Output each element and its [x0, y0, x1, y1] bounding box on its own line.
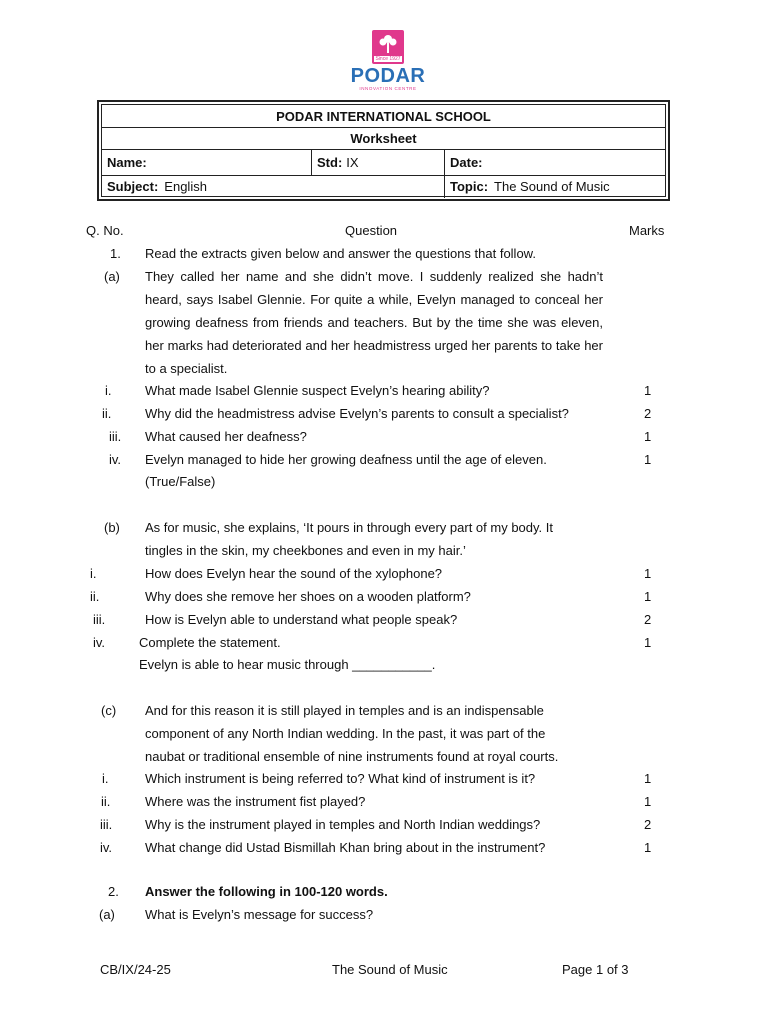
date-cell[interactable]: [444, 149, 665, 175]
q1c-ii-num: ii.: [101, 794, 111, 809]
q1b-i-text: How does Evelyn hear the sound of the xylophone?: [145, 566, 443, 581]
q1b-iv-text2: Evelyn is able to hear music through ___________.: [139, 657, 436, 672]
doc-type: Worksheet: [102, 127, 665, 150]
q1c-i-num: i.: [102, 771, 109, 786]
q1a-iv-text: Evelyn managed to hide her growing deafness until the age of eleven.: [145, 452, 547, 467]
q1b-ii-num: ii.: [90, 589, 100, 604]
header-table: [97, 100, 670, 201]
q1b-ii-marks: 1: [644, 589, 652, 604]
q1c-i-marks: 1: [644, 771, 652, 786]
std-cell: [311, 149, 444, 175]
q1c-iii-text: Why is the instrument played in temples and North Indian weddings?: [145, 817, 541, 832]
std-value: IX: [346, 154, 359, 170]
footer-code: CB/IX/24-25: [100, 962, 171, 977]
q1a-iv-marks: 1: [644, 452, 652, 467]
date-label: Date:: [450, 154, 483, 170]
q1c-line1: And for this reason it is still played in temples and is an indispensable: [145, 703, 544, 718]
q1a-ii-marks: 2: [644, 406, 652, 421]
q1c-iii-num: iii.: [100, 817, 113, 832]
q1b-iii-marks: 2: [644, 612, 652, 627]
q1a-iii-text: What caused her deafness?: [145, 429, 307, 444]
q1b-line1: As for music, she explains, ‘It pours in through every part of my body. It: [145, 520, 553, 535]
q2a-label: (a): [99, 907, 115, 922]
q1a-label: (a): [104, 269, 120, 284]
q1a-iii-marks: 1: [644, 429, 652, 444]
q1c-label: (c): [101, 703, 117, 718]
q1b-iv-text: Complete the statement.: [139, 635, 281, 650]
q1c-line3: naubat or traditional ensemble of nine instruments found at royal courts.: [145, 749, 559, 764]
name-cell[interactable]: [102, 149, 311, 175]
q1c-ii-marks: 1: [644, 794, 652, 809]
q1b-i-num: i.: [90, 566, 97, 581]
logo-subtitle: INNOVATION CENTRE: [359, 86, 417, 91]
col-question: Question: [345, 223, 398, 238]
logo-since: Since 1927: [375, 56, 401, 62]
q1b-i-marks: 1: [644, 566, 652, 581]
q1c-iv-num: iv.: [100, 840, 113, 855]
q1c-iv-text: What change did Ustad Bismillah Khan bring about in the instrument?: [145, 840, 546, 855]
q1c-i-text: Which instrument is being referred to? What kind of instrument is it?: [145, 771, 536, 786]
q1c-iii-marks: 2: [644, 817, 652, 832]
q1a-iv-text2: (True/False): [145, 474, 216, 489]
logo-name: PODAR: [350, 65, 426, 87]
col-qno: Q. No.: [86, 223, 124, 238]
q1a-passage: They called her name and she didn’t move. I suddenly realized she hadn’t heard, says Isabel Glennie. For quite a while, Evelyn managed to conceal her growing deafness from friends and teachers. But by the time she was eleven, her marks had deteriorated and her headmistress urged her parents to take her to a specialist.: [145, 269, 603, 376]
q1a-i-num: i.: [105, 383, 112, 398]
topic-value: The Sound of Music: [494, 179, 610, 194]
q1b-iv-num: iv.: [93, 635, 106, 650]
q1c-ii-text: Where was the instrument fist played?: [145, 794, 366, 809]
q1a-iii-num: iii.: [109, 429, 122, 444]
subject-cell: [102, 175, 444, 198]
q1a-i-text: What made Isabel Glennie suspect Evelyn’s hearing ability?: [145, 383, 490, 398]
q1b-iv-marks: 1: [644, 635, 652, 650]
topic-cell: [444, 175, 665, 198]
q1b-line2: tingles in the skin, my cheekbones and even in my hair.’: [145, 543, 466, 558]
name-label: Name:: [107, 154, 147, 170]
subject-label: Subject:: [107, 179, 159, 194]
school-name: PODAR INTERNATIONAL SCHOOL: [102, 105, 665, 128]
q1a-i-marks: 1: [644, 383, 652, 398]
q2-number: 2.: [108, 884, 119, 899]
q1a-ii-text: Why did the headmistress advise Evelyn’s parents to consult a specialist?: [145, 406, 569, 421]
footer-title: The Sound of Music: [332, 962, 448, 977]
q2a-text: What is Evelyn’s message for success?: [145, 907, 374, 922]
q1c-line2: component of any North Indian wedding. In the past, it was part of the: [145, 726, 546, 741]
footer-page: Page 1 of 3: [562, 962, 629, 977]
q1c-iv-marks: 1: [644, 840, 652, 855]
q1b-iii-num: iii.: [93, 612, 106, 627]
q1b-ii-text: Why does she remove her shoes on a wooden platform?: [145, 589, 471, 604]
name-row: [102, 149, 665, 176]
q1b-label: (b): [104, 520, 120, 535]
q1-text: Read the extracts given below and answer the questions that follow.: [145, 246, 536, 261]
q1-number: 1.: [110, 246, 121, 261]
q2-text: Answer the following in 100-120 words.: [145, 884, 388, 899]
subject-value: English: [164, 179, 207, 194]
std-label: Std:: [317, 154, 343, 170]
topic-label: Topic:: [450, 179, 489, 194]
col-marks: Marks: [629, 223, 665, 238]
q1a-ii-num: ii.: [102, 406, 112, 421]
school-logo: [343, 30, 433, 92]
tree-icon: [372, 30, 404, 64]
subject-row: [102, 175, 665, 198]
q1a-iv-num: iv.: [109, 452, 122, 467]
q1b-iii-text: How is Evelyn able to understand what people speak?: [145, 612, 458, 627]
